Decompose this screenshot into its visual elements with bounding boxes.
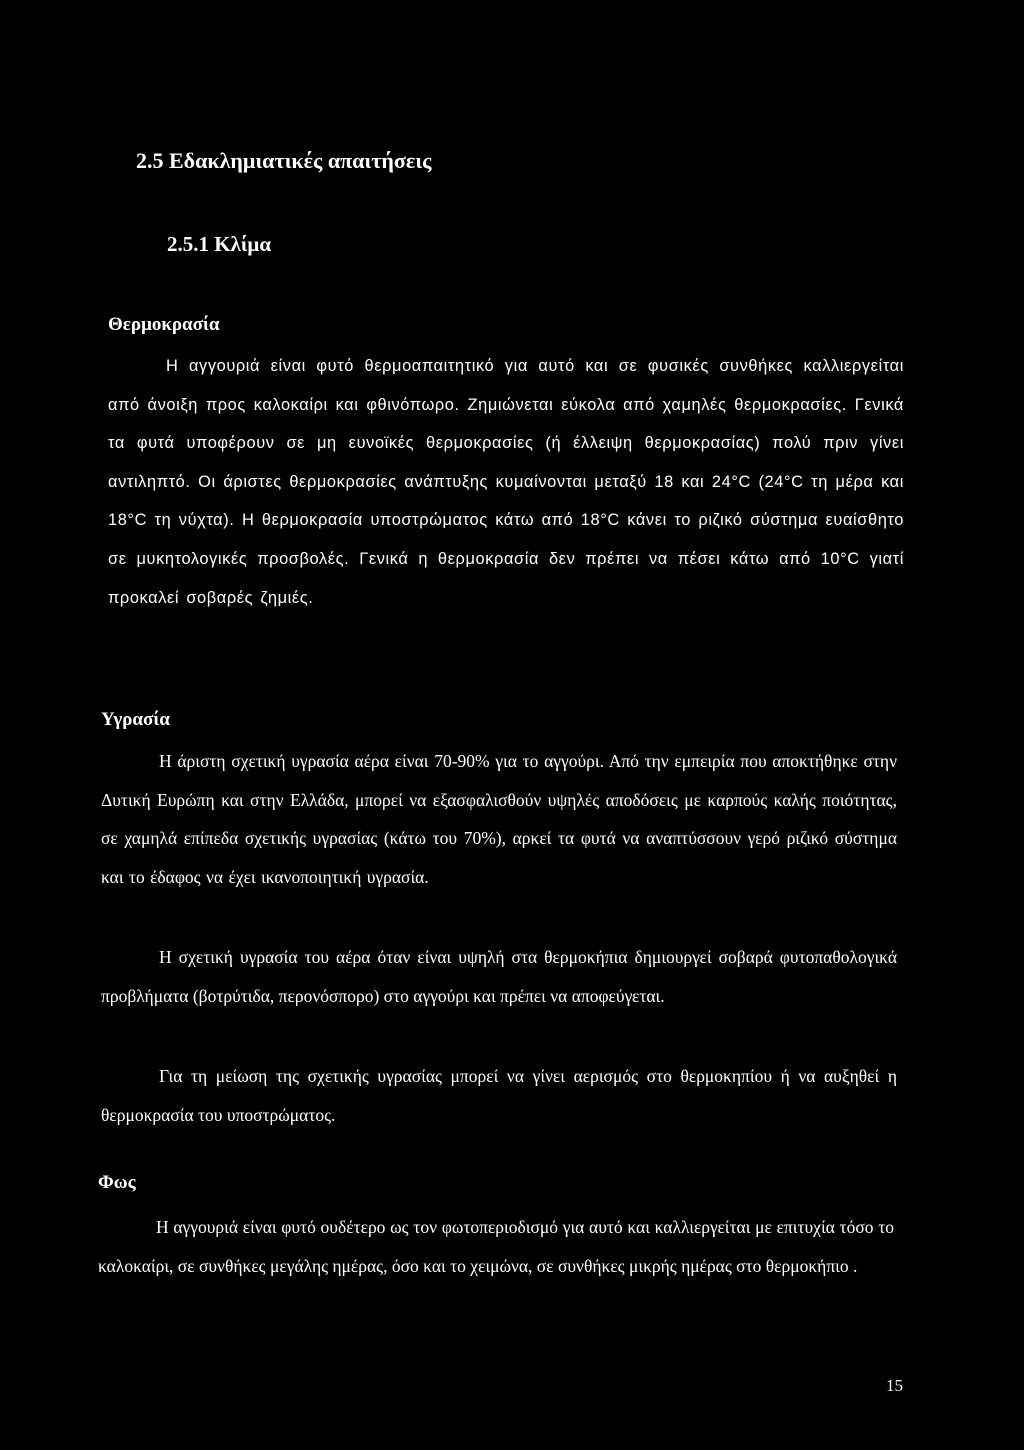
page-number: 15 xyxy=(886,1376,903,1395)
light-paragraph: Η αγγουριά είναι φυτό ουδέτερο ως τον φωτοπεριοδισμό για αυτό και καλλιεργείται με επιτυχία τόσο το καλοκαίρι, σε συνθήκες μεγάλης ημέρας, όσο και το χειμώνα, σε συνθήκες μικρής ημέρας στο θερμοκήπιο . xyxy=(98,1217,894,1276)
humidity-paragraph-3: Για τη μείωση της σχετικής υγρασίας μπορεί να γίνει αερισμός στο θερμοκηπίου ή να αυξηθεί η θερμοκρασία του υποστρώματος. xyxy=(101,1066,897,1125)
humidity-heading: Υγρασία xyxy=(101,709,170,730)
light-heading: Φως xyxy=(98,1172,136,1193)
subsection-heading: 2.5.1 Κλίμα xyxy=(167,232,272,256)
temperature-paragraph: Η αγγουριά είναι φυτό θερμοαπαιτητικό για αυτό και σε φυσικές συνθήκες καλλιεργείται από άνοιξη προς καλοκαίρι και φθινόπωρο. Ζημιώνεται εύκολα από χαμηλές θερμοκρασίες. Γενικά τα φυτά υποφέρουν σε μη ευνοϊκές θερμοκρασίες (ή έλλειψη θερμοκρασίας) πολύ πριν γίνει αντιληπτό. Οι άριστες θερμοκρασίες ανάπτυξης κυμαίνονται μεταξύ 18 και 24°C (24°C τη μέρα και 18°C τη νύχτα). Η θερμοκρασία υποστρώματος κάτω από 18°C κάνει το ριζικό σύστημα ευαίσθητο σε μυκητολογικές προσβολές. Γενικά η θερμοκρασία δεν πρέπει να πέσει κάτω από 10°C γιατί προκαλεί σοβαρές ζημιές. xyxy=(108,357,904,607)
section-heading: 2.5 Εδακλημιατικές απαιτήσεις xyxy=(136,148,432,173)
humidity-paragraph-1: Η άριστη σχετική υγρασία αέρα είναι 70-90% για το αγγούρι. Από την εμπειρία που αποκτήθηκε στην Δυτική Ευρώπη και στην Ελλάδα, μπορεί να εξασφαλισθούν υψηλές αποδόσεις με καρπούς καλής ποιότητας, σε χαμηλά επίπεδα σχετικής υγρασίας (κάτω του 70%), αρκεί τα φυτά να αναπτύσσουν γερό ριζικό σύστημα και το έδαφος να έχει ικανοποιητική υγρασία. xyxy=(101,751,897,887)
temperature-heading: Θερμοκρασία xyxy=(108,314,220,335)
humidity-paragraph-2: Η σχετική υγρασία του αέρα όταν είναι υψηλή στα θερμοκήπια δημιουργεί σοβαρά φυτοπαθολογικά προβλήματα (βοτρύτιδα, περονόσπορο) στο αγγούρι και πρέπει να αποφεύγεται. xyxy=(101,947,897,1006)
